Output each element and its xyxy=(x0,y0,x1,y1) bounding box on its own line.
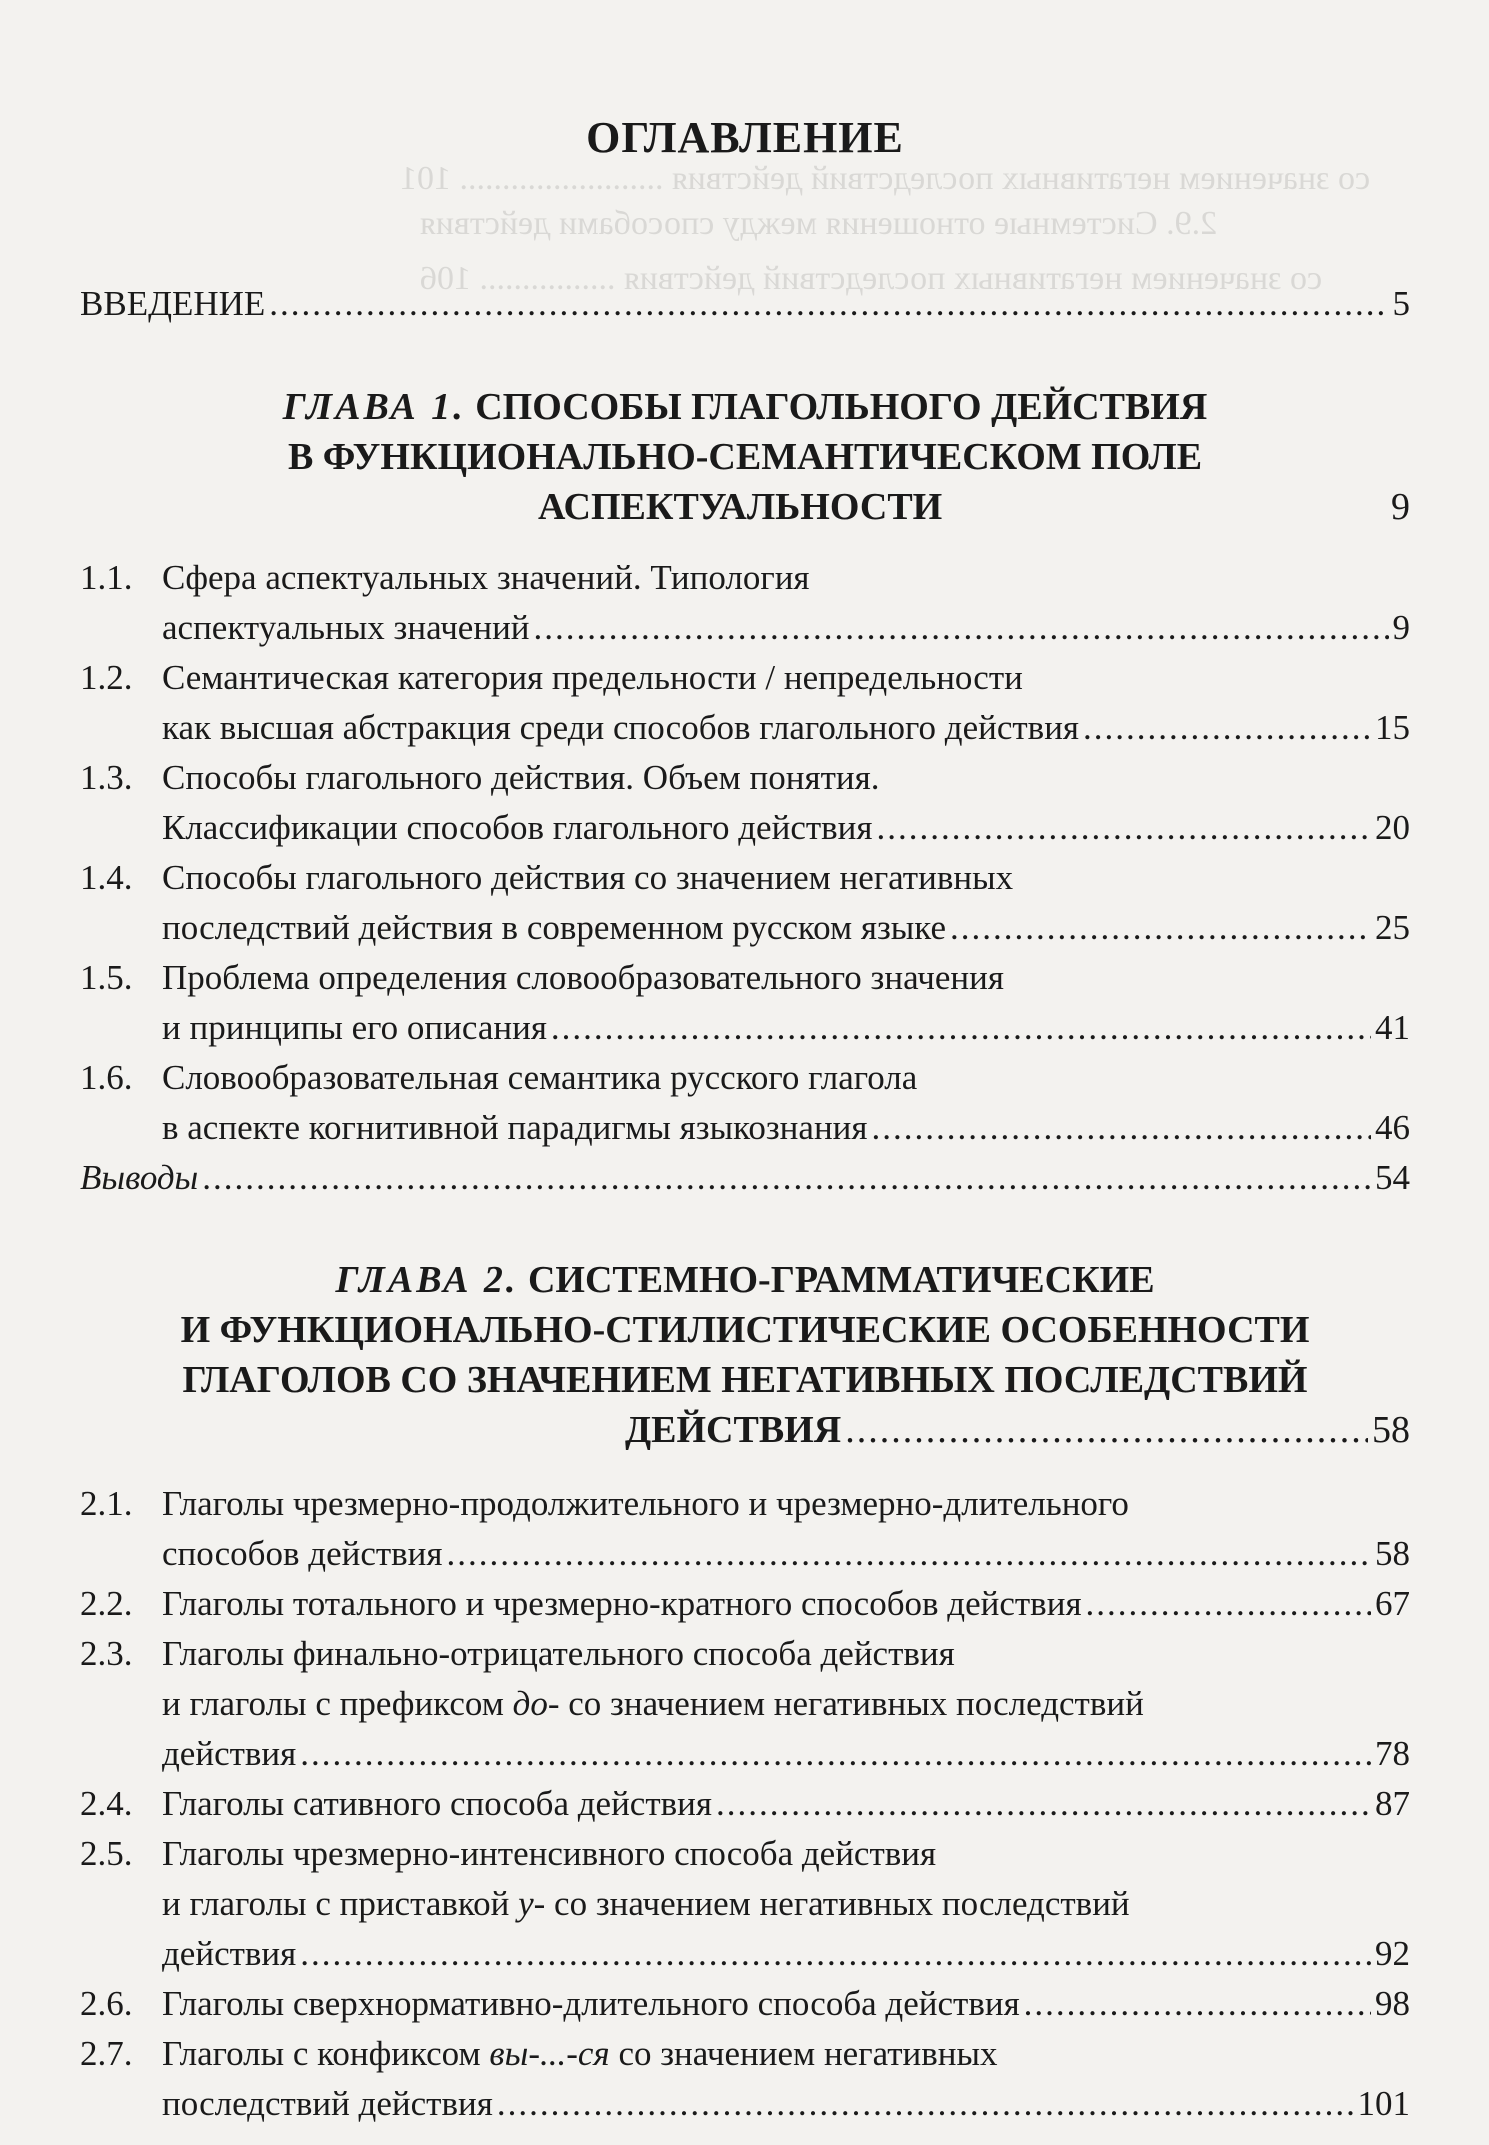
dot-leader xyxy=(1083,707,1371,749)
dot-leader xyxy=(269,283,1388,325)
bleed-through-text: со значением негативных последствий действия ................ 106 xyxy=(420,260,1323,297)
page-number: 87 xyxy=(1375,1784,1410,1823)
section-number: 2.5. xyxy=(80,1834,133,1873)
section-number: 1.4. xyxy=(80,858,133,897)
entry-title-cont: и глаголы с префиксом до- со значением негативных последствий xyxy=(162,1684,1144,1723)
bleed-through-text: 2.9. Системные отношения между способами действия xyxy=(420,205,1218,242)
dot-leader xyxy=(551,1007,1371,1049)
section-number: 2.7. xyxy=(80,2034,133,2073)
dot-leader xyxy=(300,1733,1371,1775)
toc-entry-1-1-cont xyxy=(80,607,1410,649)
toc-entry-2-3[interactable] xyxy=(80,1633,1410,1675)
toc-entry-2-1[interactable] xyxy=(80,1483,1410,1525)
page-number: 5 xyxy=(1392,284,1410,323)
dot-leader xyxy=(716,1783,1371,1825)
page-number: 101 xyxy=(1357,2084,1410,2123)
entry-title-cont: действия xyxy=(162,1934,297,1973)
toc-entry-introduction[interactable] xyxy=(80,283,1410,325)
dot-leader xyxy=(877,807,1371,849)
page-number: 15 xyxy=(1375,708,1410,747)
chapter-1-heading[interactable] xyxy=(80,382,1410,432)
toc-entry-1-6-cont xyxy=(80,1107,1410,1149)
page-title: ОГЛАВЛЕНИЕ xyxy=(586,113,904,162)
entry-title: Семантическая категория предельности / непредельности xyxy=(162,658,1023,697)
entry-title: Словообразовательная семантика русского глагола xyxy=(162,1058,918,1097)
entry-title-cont: в аспекте когнитивной парадигмы языкознания xyxy=(162,1108,868,1147)
section-number: 1.6. xyxy=(80,1058,133,1097)
chapter-1-heading-line-2: В ФУНКЦИОНАЛЬНО-СЕМАНТИЧЕСКОМ ПОЛЕ xyxy=(287,436,1203,478)
toc-entry-1-3-cont xyxy=(80,807,1410,849)
entry-title: Глаголы финально-отрицательного способа действия xyxy=(162,1634,955,1673)
toc-entry-conclusions-1[interactable] xyxy=(80,1157,1410,1199)
dot-leader xyxy=(845,1405,1368,1455)
dot-leader xyxy=(1024,1983,1371,2025)
page-number: 46 xyxy=(1375,1108,1410,1147)
entry-title: Глаголы чрезмерно-интенсивного способа действия xyxy=(162,1834,937,1873)
chapter-title-line-1: СИСТЕМНО-ГРАММАТИЧЕСКИЕ xyxy=(527,1259,1155,1301)
entry-title: Способы глагольного действия. Объем понятия. xyxy=(162,758,880,797)
toc-entry-2-7[interactable] xyxy=(80,2033,1410,2075)
toc-entry-2-2[interactable] xyxy=(80,1583,1410,1625)
section-number: 2.4. xyxy=(80,1784,133,1823)
entry-title-cont: и принципы его описания xyxy=(162,1008,547,1047)
chapter-1-heading-line-3 xyxy=(80,482,1410,532)
entry-title-cont: и глаголы с приставкой у- со значением негативных последствий xyxy=(162,1884,1130,1923)
toc-entry-2-6[interactable] xyxy=(80,1983,1410,2025)
toc-entry-2-1-cont xyxy=(80,1533,1410,1575)
page-number: 98 xyxy=(1375,1984,1410,2023)
toc-entry-2-3-cont-2 xyxy=(80,1733,1410,1775)
dot-leader xyxy=(447,1533,1371,1575)
page-number: 92 xyxy=(1375,1934,1410,1973)
entry-title-cont: последствий действия в современном русском языке xyxy=(162,908,946,947)
toc-entry-1-6[interactable] xyxy=(80,1057,1410,1099)
page-number: 9 xyxy=(1392,608,1410,647)
dot-leader xyxy=(497,2083,1354,2125)
toc-entry-2-4[interactable] xyxy=(80,1783,1410,1825)
entry-title: Глаголы чрезмерно-продолжительного и чрезмерно-длительного xyxy=(162,1484,1129,1523)
page-number: 9 xyxy=(1391,486,1410,528)
section-number: 1.5. xyxy=(80,958,133,997)
entry-title-cont: как высшая абстракция среди способов глагольного действия xyxy=(162,708,1080,747)
section-number: 2.6. xyxy=(80,1984,133,2023)
entry-title: Глаголы тотального и чрезмерно-кратного способов действия xyxy=(162,1584,1082,1623)
dot-leader xyxy=(300,1933,1371,1975)
toc-entry-1-3[interactable] xyxy=(80,757,1410,799)
dot-leader xyxy=(950,907,1371,949)
toc-entry-1-1[interactable] xyxy=(80,557,1410,599)
entry-title-cont: Классификации способов глагольного действия xyxy=(162,808,873,847)
chapter-2-heading-line-3: ГЛАГОЛОВ СО ЗНАЧЕНИЕМ НЕГАТИВНЫХ ПОСЛЕДСТВИЙ xyxy=(182,1359,1308,1401)
toc-entry-1-2-cont xyxy=(80,707,1410,749)
page-number: 58 xyxy=(1375,1534,1410,1573)
page-number: 67 xyxy=(1375,1584,1410,1623)
page-number: 78 xyxy=(1375,1734,1410,1773)
section-number: 2.3. xyxy=(80,1634,133,1673)
chapter-2-heading[interactable] xyxy=(80,1255,1410,1305)
page-number: 20 xyxy=(1375,808,1410,847)
toc-entry-2-3-cont xyxy=(80,1683,1410,1725)
entry-title-cont: действия xyxy=(162,1734,297,1773)
page-number: 41 xyxy=(1375,1008,1410,1047)
chapter-title-line-4: ДЕЙСТВИЯ xyxy=(625,1409,842,1451)
dot-leader xyxy=(202,1157,1371,1199)
entry-title: Сфера аспектуальных значений. Типология xyxy=(162,558,810,597)
section-number: 1.3. xyxy=(80,758,133,797)
toc-entry-1-4-cont xyxy=(80,907,1410,949)
chapter-title-line-1: СПОСОБЫ ГЛАГОЛЬНОГО ДЕЙСТВИЯ xyxy=(475,386,1208,428)
chapter-label: ГЛАВА 2. xyxy=(335,1259,519,1301)
entry-title: Глаголы сативного способа действия xyxy=(162,1784,712,1823)
entry-title: Способы глагольного действия со значением негативных xyxy=(162,858,1014,897)
toc-entry-1-4[interactable] xyxy=(80,857,1410,899)
entry-label: ВВЕДЕНИЕ xyxy=(80,284,266,323)
entry-title: Глаголы с конфиксом вы-...-ся со значением негативных xyxy=(162,2034,998,2073)
section-number: 1.1. xyxy=(80,558,133,597)
bleed-through-text: со значением негативных последствий действия ........................ 101 xyxy=(400,160,1371,197)
toc-entry-1-5[interactable] xyxy=(80,957,1410,999)
section-number: 1.2. xyxy=(80,658,133,697)
entry-title: Проблема определения словообразовательного значения xyxy=(162,958,1004,997)
entry-label: Выводы xyxy=(80,1158,199,1197)
dot-leader xyxy=(1086,1583,1371,1625)
chapter-title-line-3: АСПЕКТУАЛЬНОСТИ xyxy=(538,486,943,528)
page-number: 25 xyxy=(1375,908,1410,947)
section-number: 2.1. xyxy=(80,1484,133,1523)
page-number: 58 xyxy=(1372,1409,1410,1451)
entry-title-cont: способов действия xyxy=(162,1534,443,1573)
chapter-2-heading-line-4 xyxy=(80,1405,1410,1455)
entry-title-cont: аспектуальных значений xyxy=(162,608,530,647)
entry-title: Глаголы сверхнормативно-длительного способа действия xyxy=(162,1984,1020,2023)
toc-entry-2-5[interactable] xyxy=(80,1833,1410,1875)
page-number: 54 xyxy=(1375,1158,1410,1197)
chapter-2-heading-line-2: И ФУНКЦИОНАЛЬНО-СТИЛИСТИЧЕСКИЕ ОСОБЕННОСТИ xyxy=(180,1309,1310,1351)
chapter-label: ГЛАВА 1. xyxy=(282,386,466,428)
toc-entry-2-7-cont xyxy=(80,2083,1410,2125)
toc-entry-2-5-cont-2 xyxy=(80,1933,1410,1975)
dot-leader xyxy=(872,1107,1371,1149)
toc-entry-1-2[interactable] xyxy=(80,657,1410,699)
toc-entry-2-5-cont xyxy=(80,1883,1410,1925)
toc-entry-1-5-cont xyxy=(80,1007,1410,1049)
dot-leader xyxy=(534,607,1389,649)
entry-title-cont: последствий действия xyxy=(162,2084,493,2123)
section-number: 2.2. xyxy=(80,1584,133,1623)
